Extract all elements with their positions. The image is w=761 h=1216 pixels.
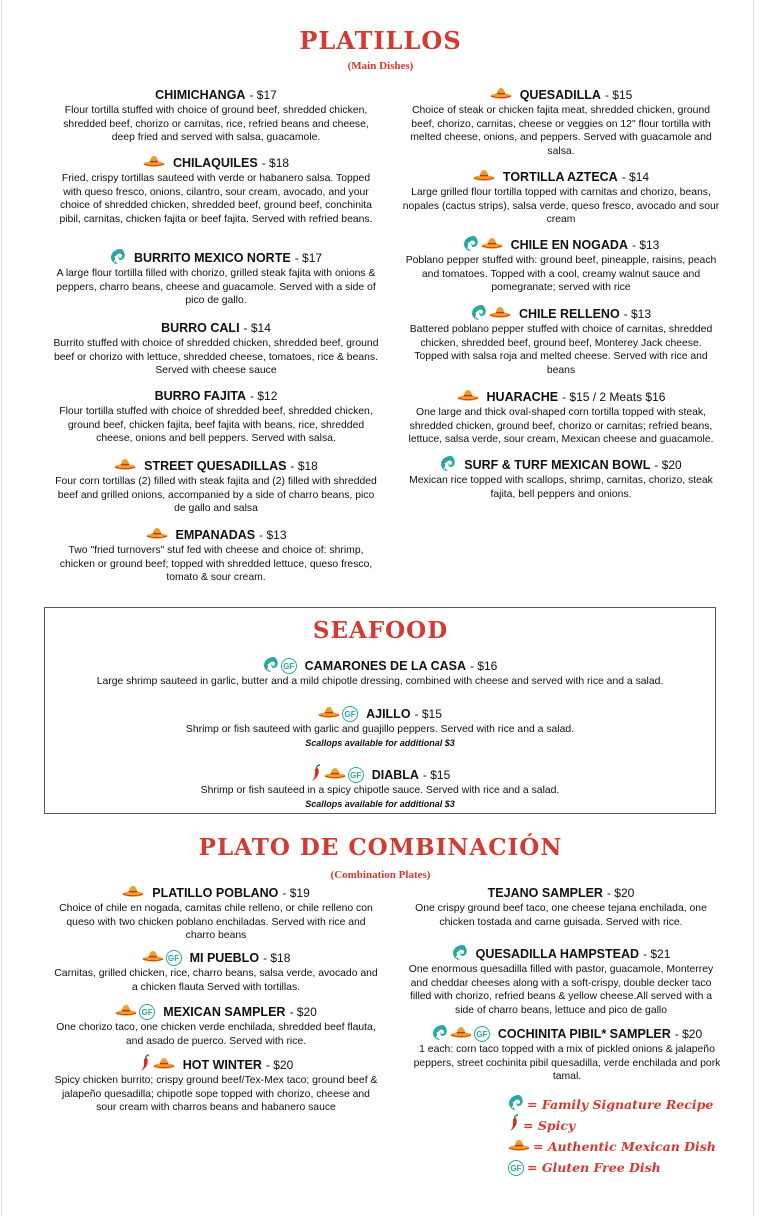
item-name: PLATILLO POBLANO <box>152 886 279 900</box>
legend-row <box>508 1094 716 1115</box>
item-header <box>52 950 380 966</box>
item-header <box>52 527 380 543</box>
item-header <box>52 458 380 474</box>
gf-icon: GF <box>139 1004 155 1020</box>
item-price: - $20 <box>674 1027 703 1041</box>
item-description: Poblano pepper stuffed with: ground beef, pineapple, raisins, peach and tomatoes. Topped with a cool, creamy walnut sauce and pomegranate; served with rice <box>405 255 717 294</box>
item-price: - $21 <box>643 947 671 961</box>
item-description: Choice of chile en nogada, carnitas chile relleno, or chile relleno con queso with two chicken poblano enchiladas. Served with rice and charro beans <box>59 903 373 942</box>
item-note: Scallops available for additional $3 <box>305 798 455 809</box>
item-price: - $12 <box>250 389 278 403</box>
gf-icon: GF <box>166 950 182 966</box>
item-header <box>402 389 720 405</box>
item-header <box>50 767 710 783</box>
sombrero-icon <box>153 1056 175 1074</box>
menu-item-quesadilla <box>402 87 720 158</box>
menu-item-burro-fajita <box>52 388 380 446</box>
item-icons <box>115 1003 155 1021</box>
page-edge-left <box>1 0 2 1216</box>
item-description: Large shrimp sauteed in garlic, butter and a mild chipotle dressing, combined with cheese and served with rice and a salad. <box>96 676 664 687</box>
item-description: Flour tortilla stuffed with choice of shredded beef, shredded chicken, ground beef, chicken fajita, beef fajita with beans, rice, shredded cheese, onions and bell peppers. Served with salsa. <box>59 406 373 445</box>
item-icons <box>122 884 144 902</box>
seafood-title: SEAFOOD <box>312 617 449 644</box>
item-name: MEXICAN SAMPLER <box>163 1005 286 1019</box>
item-price: - $18 <box>261 156 290 170</box>
item-description: Choice of steak or chicken fajita meat, shredded chicken, ground beef, chorizo, carnitas, cheese or veggies on 12" flour tortilla with melted cheese, onions, and peppers. Served with guacamole and salsa. <box>410 105 712 157</box>
menu-item-mi-pueblo <box>52 950 380 994</box>
gf-icon: GF <box>508 1160 524 1176</box>
item-description: One large and thick oval-shaped corn tortilla topped with steak, shredded chicken, ground beef, chorizo or carnitas; refried beans, lettuce, salsa verde, sour cream, Mexican cheese and guacamole. <box>408 407 714 446</box>
item-description: Burrito stuffed with choice of shredded chicken, shredded beef, ground beef or chorizo with lettuce, shredded cheese, tomatoes, rice & beans. Served with cheese sauce <box>53 338 379 377</box>
gf-icon: GF <box>281 658 297 674</box>
item-header <box>402 87 720 103</box>
menu-item-chilaquiles <box>52 155 380 226</box>
item-description: Fried, crispy tortillas sauteed with verde or habanero salsa. Topped with queso fresco, onions, cilantro, sour cream, avocado, and your choice of shredded chicken, shredded beef, ground beef, conchinita pibil, carnitas, chicken fajita or beef fajita. Served with refried beans. <box>59 173 373 225</box>
sombrero-icon <box>457 388 479 406</box>
item-description: Shrimp or fish sauteed in a spicy chipotle sauce. Served with rice and a salad. <box>200 785 560 796</box>
item-name: HOT WINTER <box>182 1058 262 1072</box>
item-price: - $18 <box>263 951 291 965</box>
item-header <box>402 946 720 962</box>
menu-item-surf-turf-bowl <box>402 457 720 501</box>
item-description: Battered poblano pepper stuffed with choice of carnitas, shredded chicken, shredded beef, ground beef, Monterey Jack cheese. Topped with salsa roja and melted cheese. Served with rice and beans <box>409 324 713 376</box>
item-header <box>50 706 710 722</box>
item-price: - $14 <box>621 170 650 184</box>
item-description: 1 each: corn taco topped with a mix of pickled onions & jalapeño peppers, street cochinita pibil quesadilla, verde enchilada and pork tamal. <box>413 1044 721 1083</box>
item-description: A large flour tortilla filled with chorizo, grilled steak fajita with onions & peppers, charro beans, cheese and guacamole. Served with a side of pico de gallo. <box>56 268 376 307</box>
combinacion-title: PLATO DE COMBINACIÓN <box>198 834 563 861</box>
item-name: BURRITO MEXICO NORTE <box>133 251 291 265</box>
menu-item-chimichanga <box>52 87 380 145</box>
item-price: - $17 <box>249 88 277 102</box>
page-edge-right <box>753 0 754 1216</box>
menu-item-platillo-poblano <box>52 885 380 943</box>
item-name: CHILE RELLENO <box>518 307 620 321</box>
combinacion-subtitle: (Combination Plates) <box>330 869 431 881</box>
item-price: - $13 <box>623 307 652 321</box>
chili-icon <box>508 1114 520 1137</box>
item-header <box>52 320 380 336</box>
item-description: Carnitas, grilled chicken, rice, charro beans, salsa verde, avocado and a chicken flauta Served with tortillas. <box>54 968 378 993</box>
gf-icon: GF <box>348 767 364 783</box>
item-price: - $15 <box>604 88 633 102</box>
sombrero-icon <box>473 168 495 186</box>
platillos-subtitle: (Main Dishes) <box>347 60 414 72</box>
menu-item-tejano-sampler <box>402 885 720 929</box>
item-description: One crispy ground beef taco, one cheese tejana enchilada, one chicken tostada and carne guisada. Served with rice. <box>415 903 707 928</box>
wave-icon <box>508 1093 524 1116</box>
item-icons <box>142 949 182 967</box>
menu-item-street-quesadillas <box>52 458 380 516</box>
icon-legend <box>508 1094 716 1178</box>
item-header <box>52 250 380 266</box>
menu-item-tortilla-azteca <box>402 169 720 227</box>
sombrero-icon <box>114 457 136 475</box>
item-icons <box>457 388 479 406</box>
item-name: SURF & TURF MEXICAN BOWL <box>464 458 651 472</box>
menu-item-burro-cali <box>52 320 380 378</box>
item-name: DIABLA <box>371 768 419 782</box>
item-icons <box>490 86 512 104</box>
item-name: HUARACHE <box>486 390 559 404</box>
item-name: TORTILLA AZTECA <box>502 170 618 184</box>
item-name: COCHINITA PIBIL* SAMPLER <box>497 1027 671 1041</box>
item-icons <box>473 168 495 186</box>
item-name: QUESADILLA <box>519 88 601 102</box>
item-name: BURRO CALI <box>161 321 240 335</box>
menu-item-cochinita-pibil-sampler <box>402 1026 732 1084</box>
item-header <box>402 457 720 473</box>
legend-text: = Family Signature Recipe <box>527 1097 714 1112</box>
item-icons <box>114 457 136 475</box>
item-price: - $20 <box>654 458 682 472</box>
sombrero-icon <box>489 305 511 323</box>
item-name: AJILLO <box>366 707 411 721</box>
item-name: STREET QUESADILLAS <box>144 459 287 473</box>
item-header <box>52 87 380 103</box>
item-name: EMPANADAS <box>175 528 256 542</box>
sombrero-icon <box>450 1025 472 1043</box>
item-description: Flour tortilla stuffed with choice of ground beef, shredded chicken, shredded beef, chorizo or carnitas, rice, refried beans and cheese, deep fried and served with salsa, guacamole. <box>63 105 369 144</box>
item-icons <box>318 705 358 723</box>
legend-row <box>508 1157 716 1178</box>
legend-text: = Gluten Free Dish <box>527 1160 661 1175</box>
item-icons <box>146 526 168 544</box>
sombrero-icon <box>115 1003 137 1021</box>
item-price: - $20 <box>289 1005 317 1019</box>
menu-item-huarache <box>402 389 720 447</box>
sombrero-icon <box>142 949 164 967</box>
legend-row <box>508 1136 716 1157</box>
legend-text: = Authentic Mexican Dish <box>533 1139 716 1154</box>
item-name: CAMARONES DE LA CASA <box>304 659 466 673</box>
item-description: Large grilled flour tortilla topped with carnitas and chorizo, beans, nopales (cactus strips), salsa verde, queso fresco, avocado and sour cream <box>402 187 720 226</box>
item-price: - $13 <box>259 528 287 542</box>
item-name: CHILE EN NOGADA <box>510 238 628 252</box>
item-name: TEJANO SAMPLER <box>487 886 603 900</box>
menu-item-burrito-mexico-norte <box>52 250 380 308</box>
menu-item-chile-en-nogada <box>402 237 720 295</box>
sombrero-icon <box>318 705 340 723</box>
legend-row <box>508 1115 716 1136</box>
menu-item-mexican-sampler <box>52 1004 380 1048</box>
item-price: - $16 <box>470 659 498 673</box>
gf-icon: GF <box>474 1026 490 1042</box>
item-name: QUESADILLA HAMPSTEAD <box>475 947 640 961</box>
item-price: - $17 <box>294 251 323 265</box>
item-note: Scallops available for additional $3 <box>305 737 455 748</box>
menu-item-hot-winter <box>52 1057 380 1115</box>
sombrero-icon <box>146 526 168 544</box>
item-price: - $15 <box>414 707 442 721</box>
item-price: - $18 <box>290 459 318 473</box>
legend-text: = Spicy <box>523 1118 576 1133</box>
item-description: Two "fried turnovers" stuf fed with cheese and choice of: shrimp, chicken or ground beef; topped with shredded lettuce, queso fresco, tomato & sour cream. <box>59 545 373 584</box>
item-price: - $20 <box>606 886 635 900</box>
item-description: Spicy chicken burrito; crispy ground beef/Tex-Mex taco; ground beef & jalapeño quesadilla; chipotle sope topped with chorizo, cheese and sour cream with charros beans and habanero sauce <box>54 1075 378 1114</box>
item-header <box>52 1004 380 1020</box>
sombrero-icon <box>122 884 144 902</box>
item-header <box>52 1057 380 1073</box>
item-name: CHIMICHANGA <box>155 88 246 102</box>
item-name: BURRO FAJITA <box>154 389 247 403</box>
item-name: CHILAQUILES <box>172 156 258 170</box>
sombrero-icon <box>324 766 346 784</box>
item-description: Mexican rice topped with scallops, shrimp, carnitas, chorizo, steak fajita, bell peppers and onions. <box>409 475 713 500</box>
item-header <box>402 885 720 901</box>
item-price: - $15 / 2 Meats $16 <box>562 390 666 404</box>
item-price: - $19 <box>282 886 310 900</box>
item-name: MI PUEBLO <box>189 951 260 965</box>
item-header <box>402 237 720 253</box>
sombrero-icon <box>143 154 165 172</box>
item-description: One enormous quesadilla filled with pastor, guacamole, Monterrey and cheddar cheeses along with a soft-crispy, double decker taco filled with chorizo, refried beans & yellow cheese.All served with a side of charro beans, lettuce and pico de gallo <box>408 964 714 1016</box>
item-description: One chorizo taco, one chicken verde enchilada, shredded beef flauta, and asado de puerco. Served with rice. <box>56 1022 376 1047</box>
menu-item-quesadilla-hampstead <box>402 946 720 1017</box>
menu-item-chile-relleno <box>402 306 720 377</box>
item-price: - $20 <box>265 1058 294 1072</box>
menu-item-camarones-de-la-casa <box>50 658 710 689</box>
item-header <box>52 388 380 404</box>
item-header <box>52 885 380 901</box>
item-price: - $15 <box>422 768 451 782</box>
item-header <box>402 1026 732 1042</box>
menu-item-empanadas <box>52 527 380 585</box>
sombrero-icon <box>490 86 512 104</box>
item-header <box>50 658 710 674</box>
item-header <box>402 306 720 322</box>
sombrero-icon <box>481 236 503 254</box>
menu-item-diabla <box>50 767 710 810</box>
gf-icon: GF <box>342 706 358 722</box>
item-price: - $13 <box>632 238 660 252</box>
item-header <box>52 155 380 171</box>
item-header <box>402 169 720 185</box>
platillos-title: PLATILLOS <box>299 26 462 55</box>
item-description: Four corn tortillas (2) filled with steak fajita and (2) filled with shredded beef and grilled onions, accompanied by a side of charro beans, pico de gallo and salsa <box>55 476 377 515</box>
item-icons <box>143 154 165 172</box>
item-price: - $14 <box>243 321 271 335</box>
item-description: Shrimp or fish sauteed with garlic and guajillo peppers. Served with rice and a salad. <box>185 724 575 735</box>
sombrero-icon <box>508 1138 530 1156</box>
menu-item-ajillo <box>50 706 710 749</box>
